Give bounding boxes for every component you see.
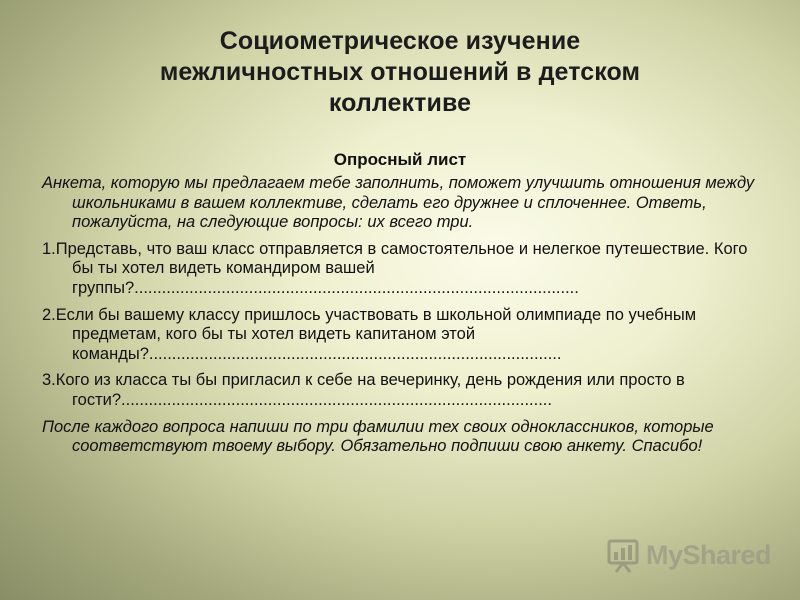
- title-line: коллективе: [328, 89, 472, 117]
- myshared-logo: [606, 536, 776, 576]
- subtitle: Опросный лист: [333, 150, 467, 169]
- presentation-board-icon: [606, 538, 640, 574]
- title-line: Социометрическое изучение: [219, 27, 581, 55]
- question-3: 3.Кого из класса ты бы пригласил к себе на вечеринку, день рождения или просто в гости?..............................................................................................: [42, 371, 685, 409]
- questionnaire-body: [42, 174, 762, 464]
- watermark-text: MyShared: [646, 540, 772, 570]
- question-2: 2.Если бы вашему классу пришлось участвовать в школьной олимпиаде по учебным предметам, кого бы ты хотел видеть капитаном этой команды?..........................................................................................: [42, 305, 697, 363]
- slide-title: [100, 26, 700, 119]
- intro-paragraph: Анкета, которую мы предлагаем тебе заполнить, поможет улучшить отношения между школьниками в вашем коллективе, сделать его дружнее и сплоченнее. Ответь, пожалуйста, на следующие вопросы: их всего три.: [42, 174, 755, 232]
- closing-paragraph: После каждого вопроса напиши по три фамилии тех своих одноклассников, которые соответствуют твоему выбору. Обязательно подпиши свою анкету. Спасибо!: [42, 417, 714, 456]
- title-line: межличностных отношений в детском: [159, 58, 641, 86]
- question-1: 1.Представь, что ваш класс отправляется в самостоятельное и нелегкое путешествие. Кого бы ты хотел видеть командиром вашей группы?.................................................................................................: [42, 239, 748, 297]
